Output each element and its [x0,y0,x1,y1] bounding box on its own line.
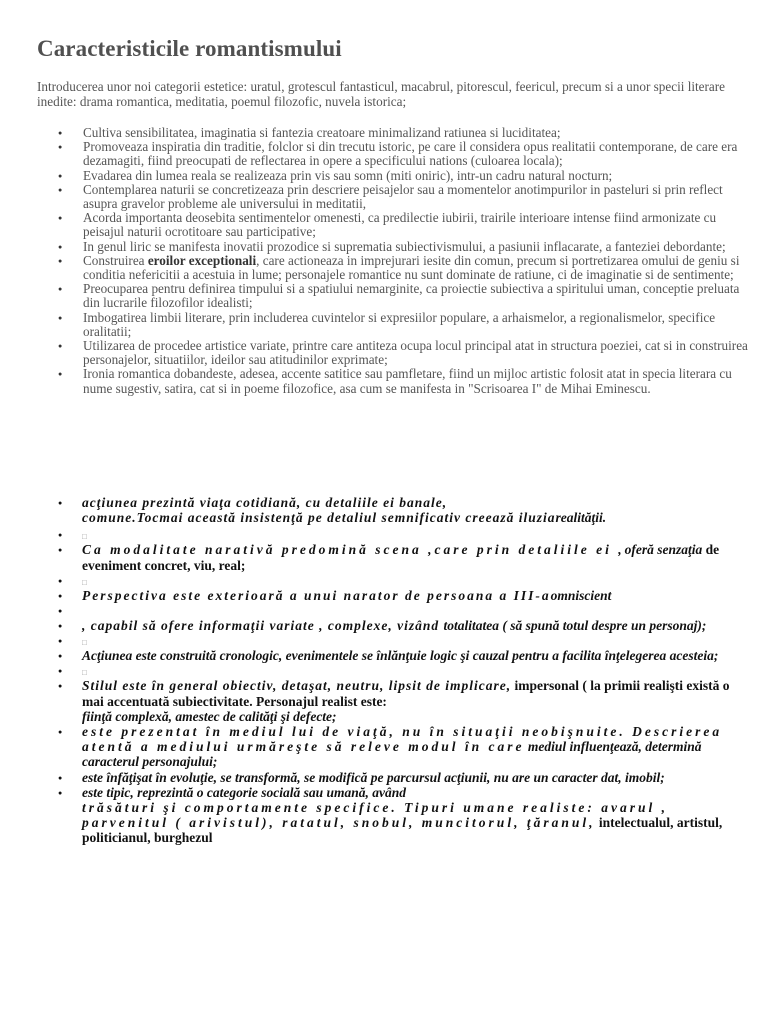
list-item [0,527,768,542]
list-item [0,603,768,618]
realism-traits-list [0,495,768,846]
placeholder-square: □ [82,577,87,587]
list-item-text: Acţiunea este construită cronologic, evenimentele se înlănţuie logic şi cauzal pentru a facilita înţelegerea acesteia; [82,648,719,664]
list-item-text: acţiunea prezintă viaţa cotidiană, cu detaliile ei banale, [82,495,448,510]
list-item [0,495,768,525]
list-item-text: este tipic, reprezintă o categorie socială sau umană, având [82,784,406,800]
list-item [0,254,768,282]
list-item-bold-text: eroilor exceptionali [147,252,257,268]
list-item [0,770,768,785]
list-item: ● Promoveaza inspiratia din traditie, folclor si din trecutu istoric, pe care il considera opus realitatii contemporane, de care era dezamagiti, fiind preocupati de reflectarea in opere a specificului nations (culoarea locala); [0,140,768,168]
list-item [0,542,768,572]
list-item [0,785,768,846]
list-item [0,633,768,648]
list-item-text: Construirea [83,252,148,268]
list-item-text: comune.Tocmai această insistenţă pe detaliul semnificativ creează iluzia [82,510,556,526]
list-item: ● Acorda importanta deosebita sentimentelor omenesti, ca predilectie iubirii, trairile interioare intense fiind armonizate cu peisajul naturii ocrotitoare sau participative; [0,211,768,239]
list-item: ● In genul liric se manifesta inovatii prozodice si suprematia subiectivismului, a pasiunii inflacarate, a fanteziei debordante; [0,240,768,254]
list-item: ● Evadarea din lumea reala se realizeaza prin vis sau somn (miti oniric), intr-un cadru natural nocturn; [0,169,768,183]
list-item: ● Ironia romantica dobandeste, adesea, accente satitice sau pamfletare, fiind un mijloc artistic folosit atat in specia literara cu nume sugestiv, satira, cat si in poeme filozofice, asa cum se manifesta in "Scrisoarea I" de Mihai Eminescu. [0,367,768,395]
list-item [0,573,768,588]
list-item: ● Contemplarea naturii se concretizeaza prin descriere peisajelor sau a momentelor anotimpurilor in pasteluri si prin reflect asupra gravelor probleme ale universului in meditatii, [0,183,768,211]
placeholder-square: □ [82,668,87,678]
list-item-text: totalitatea ( să spună totul despre un personaj); [443,618,707,634]
list-item-text: este prezentat în mediul lui de viaţă, nu în situaţii neobişnuite. Descrierea atentă a mediului urmăreşte să releve modul în care [82,724,723,755]
list-item [0,618,768,633]
list-item-text: oferă senzaţia [624,542,703,558]
list-item-text: intelectualul, artistul, politicianul, burghezul [82,815,723,846]
list-item-text: realităţii. [555,510,607,526]
page-title: Caracteristicile romantismului [37,36,342,61]
list-item-text: de eveniment concret, viu, real; [82,542,720,573]
list-item-text: este înfăţişat în evoluţie, se transformă, se modifică pe parcursul acţiunii, nu are un caracter dat, imobil; [82,769,665,785]
list-item [0,588,768,603]
romanticism-traits-list [0,126,768,396]
list-item-text: omniscient [550,587,612,603]
list-item-text: , capabil să ofere informaţii variate , complexe, vizând [82,618,444,634]
list-item-text: impersonal ( la primii realişti există o mai accentuată subiectivitate. Personajul realist este: [82,678,730,709]
list-item-text: Perspectiva este exterioară a unui narator de persoana a III-a [82,587,551,603]
list-item: ● Cultiva sensibilitatea, imaginatia si fantezia creatoare minimalizand ratiunea si luciditatea; [0,126,768,140]
list-item-text: , care actioneaza in imprejurari iesite din comun, precum si portretizarea omului de geniu si conditia nefericitii a acestuia in lume; personajele romantice nu sunt dominate de ratiune, ci de imaginatie si de sentimente; [83,252,740,283]
list-item-text: mediul influenţează, determină caracterul personajului; [82,739,702,770]
list-item-text: Ca modalitate narativă predomină scena ,care prin detaliile ei , [82,542,625,558]
list-item [0,648,768,663]
list-item: ● Utilizarea de procedee artistice variate, printre care antiteza ocupa locul principal atat in structura poeziei, cat si in construirea personajelor, situatiilor, ideilor sau atitudinilor exprimate; [0,339,768,367]
intro-paragraph: Introducerea unor noi categorii estetice: uratul, grotescul fantasticul, macabrul, pitorescul, feericul, precum si a unor specii literare inedite: drama romantica, meditatia, poemul filozofic, nuvela istorica; [37,79,726,109]
list-item [0,678,768,724]
list-item-text: Stilul este în general obiectiv, detaşat, neutru, lipsit de implicare, [82,678,512,694]
placeholder-square: □ [82,638,87,648]
list-item: ● Imbogatirea limbii literare, prin includerea cuvintelor si expresiilor populare, a arhaismelor, a regionalismelor, specifice oralitatii; [0,311,768,339]
placeholder-square: □ [82,532,87,542]
list-item [0,724,768,770]
list-item: ● Preocuparea pentru definirea timpului si a spatiului nemarginite, ca proiectie subiectiva a spiritului uman, conceptie preluata din lucrarile filozofilor idealisti; [0,282,768,310]
list-item [0,663,768,678]
list-item-text: trăsături şi comportamente specifice. Tipuri umane realiste: avarul , parvenitul ( arivistul), ratatul, snobul, muncitorul, ţăranul, [82,800,668,831]
list-item-text: fiinţă complexă, amestec de calităţi şi defecte; [82,708,337,724]
